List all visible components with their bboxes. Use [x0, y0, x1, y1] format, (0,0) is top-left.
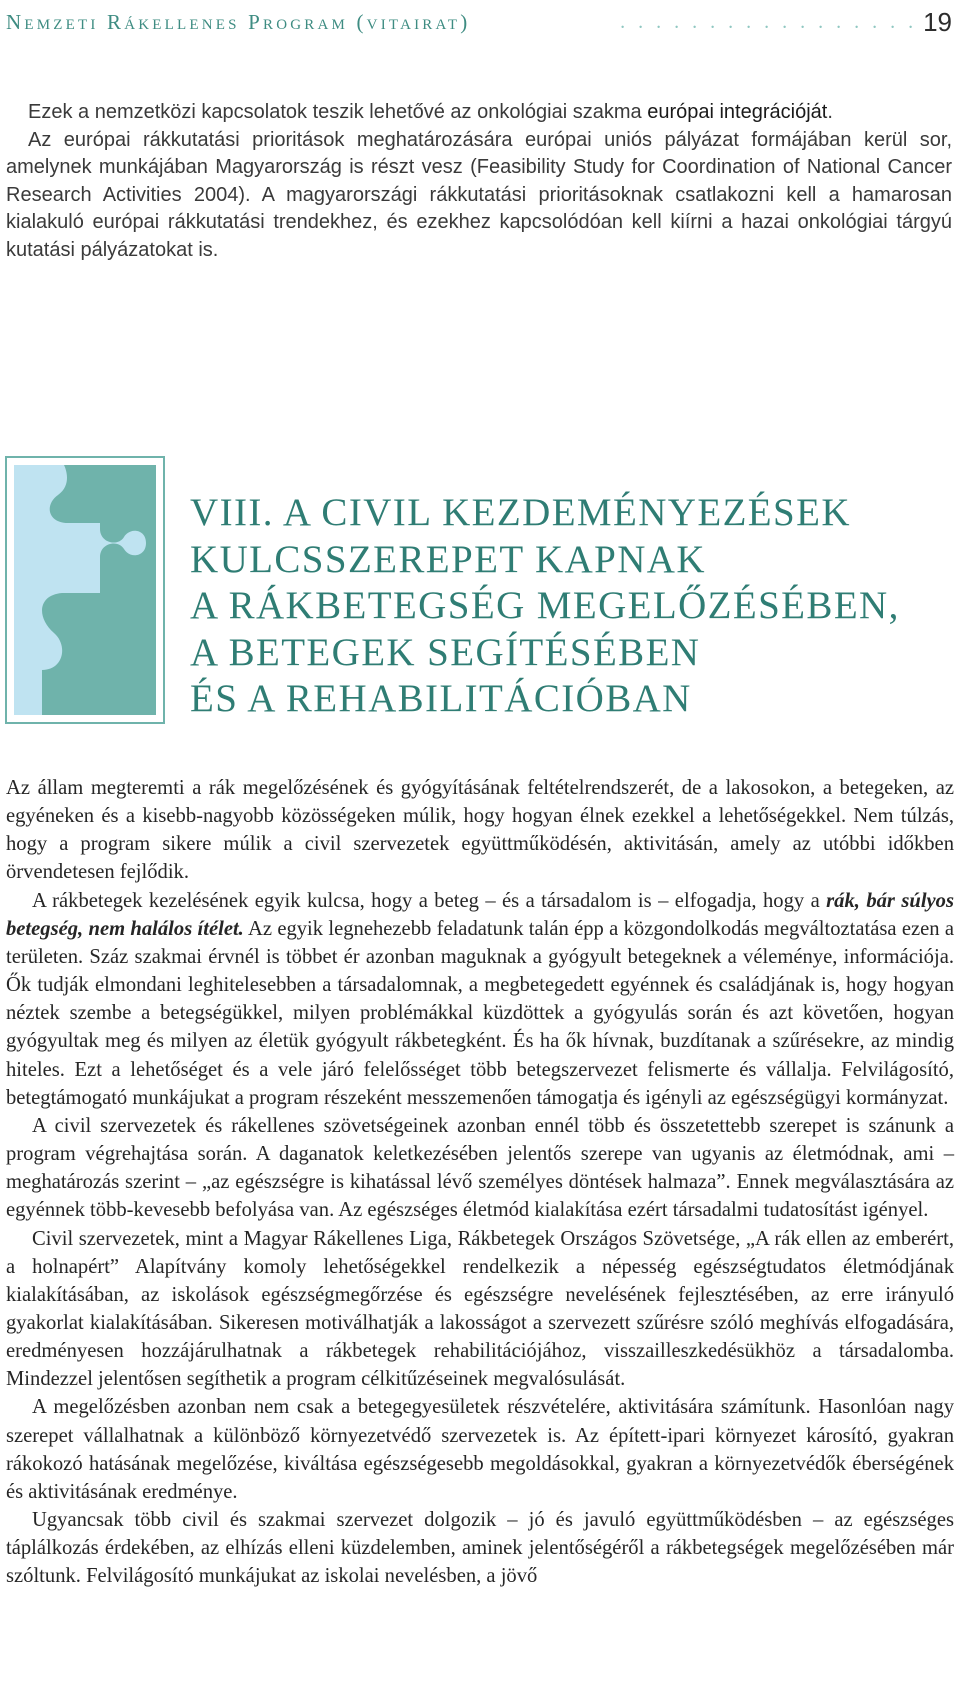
body-paragraph-6: Ugyancsak több civil és szakmai szervezet dolgozik – jó és javuló együttműködésben – az egészséges táplálkozás érdekében, az elhízás elleni küzdelemben, aminek jelentőségéről a rákbetegségek megelőzésében már szóltunk. Felvilágosító munkájukat az iskolai nevelésben, a jövő — [6, 1509, 954, 1588]
page-number: 19 — [923, 6, 952, 37]
intro-text: Ezek a nemzetközi kapcsolatok teszik lehetővé az onkológiai szakma — [28, 101, 648, 123]
intro-text-end: . — [827, 101, 833, 123]
chapter-title — [190, 490, 950, 723]
intro-bold-phrase: európai integrációját — [647, 101, 828, 123]
intro-paragraph-1 — [6, 99, 952, 127]
chapter-title-line: KULCSSZEREPET KAPNAK — [190, 537, 706, 581]
body-paragraph-1: Az állam megteremti a rák megelőzésének és gyógyításának feltételrendszerét, de a lakosokon, a betegeken, az egyéneken és a kisebb-nagyobb közösségeken múlik, hogy hogyan élnek ezekkel a lehetőségekkel. Nem túlzás, hogy a program sikere múlik a civil szervezetek együttműködésén, aktivitásán, amely az utóbbi időkben örvendetesen fejlődik. — [6, 777, 954, 884]
running-title: Nemzeti Rákellenes Program (vitairat) — [6, 9, 471, 34]
body-text: Az egyik legnehezebb feladatunk talán épp a közgondolkodás megváltoztatása ezen a területen. Száz szakmai érvnél is többet ér azonban maguknak a gyógyult betegeknek a véleménye, információja. Ők tudják elmondani leghitelesebben a társadalomnak, a megbetegedett egyénnek és családjának is, hogy hogyan néztek szembe a betegségükkel, milyen problémákkal küzdöttek a gyógyulás során és azt követően, hogyan gyógyultak meg és milyen az életük gyógyult rákbetegként. És ha ők hívnak, buzdítanak a szűrésekre, az mindig hiteles. Ezt a lehetőséget és a vele járó felelősséget több betegszervezet felismerte és vállalja. Felvilágosító, betegtámogató munkájukat a program részeként messzemenően támogatja és igényli az egészségügyi kormányzat. — [6, 917, 954, 1109]
body-text: A rákbetegek kezelésének egyik kulcsa, hogy a beteg – és a társadalom is – elfogadja, hogy a — [32, 889, 827, 912]
puzzle-icon — [14, 465, 156, 715]
chapter-title-line: ÉS A REHABILITÁCIÓBAN — [190, 677, 692, 720]
running-header — [6, 4, 952, 40]
body-paragraph-4: Civil szervezetek, mint a Magyar Rákellenes Liga, Rákbetegek Országos Szövetsége, „A rák ellen az emberért, a holnapért” Alapítvány komoly lehetőségekkel rendelkezik a népesség egészségtudatos életmódjának kialakításában, az iskolások egészségmegőrzése és egészségre nevelésének fejlesztésében, az erre irányuló gyakorlat kialakításában. Sikeresen motiválhatják a lakosságot a szervezett szűrésre szóló meghívás elfogadására, eredményesen hozzájárulhatnak a rákbetegek rehabilitációjához, visszailleszkedésükhöz a társadalomba. Mindezzel jelentősen segíthetik a program célkitűzéseinek megvalósulását. — [6, 1227, 954, 1391]
body-paragraph-5: A megelőzésben azonban nem csak a betegegyesületek részvételére, aktivitására számítunk. Hasonlóan nagy szerepet vállalhatnak a különböző környezetvédő szervezetek is. Az épített-ipari környezet károsító, gyakran rákokozó hatásának megelőzése, kiváltása egészségesebb megoldásokkal, gyakran a környezetvédők éberségének és aktivitásának eredménye. — [6, 1396, 954, 1503]
chapter-title-line: A BETEGEK SEGÍTÉSÉBEN — [190, 630, 701, 674]
intro-paragraph-2: Az európai rákkutatási prioritások meghatározására európai uniós pályázat formájában kerül sor, amelynek munkájában Magyarország is részt vesz (Feasibility Study for Coordination of National Cancer Research Activities 2004). A magyarországi rákkutatási prioritásoknak csatlakozni kell a hamarosan kialakuló európai rákkutatási trendekhez, és ezekhez kapcsolódóan kell kiírni a hazai onkológiai tárgyú kutatási pályázatokat is. — [6, 128, 952, 261]
emphasized-phrase: rák, bár súlyos betegség, nem halálos ítélet. — [6, 889, 954, 940]
body-paragraph-3: A civil szervezetek és rákellenes szövetségeinek azonban ennél több és összetettebb szerepet is szánunk a program végrehajtása során. A daganatok keletkezésében jelentős szerepe van ugyanis az életmódnak, ami – meghatározás szerint – „az egészségre is kihatással lévő személyes döntések halmaza”. Ennek megválasztására az egyénnek több-kevesebb befolyása van. Az egészséges életmód kialakítása ezért társadalmi tudatosítást igényel. — [6, 1114, 954, 1222]
puzzle-illustration — [5, 456, 165, 724]
chapter-title-line: VIII. A CIVIL KEZDEMÉNYEZÉSEK — [190, 491, 851, 534]
dot-leader: . . . . . . . . . . . . . . . . . — [620, 10, 918, 33]
chapter-title-line: A RÁKBETEGSÉG MEGELŐZÉSÉBEN, — [190, 584, 900, 627]
chapter-body — [6, 774, 954, 1591]
body-paragraph-2 — [6, 887, 954, 1112]
intro-section — [6, 99, 952, 265]
